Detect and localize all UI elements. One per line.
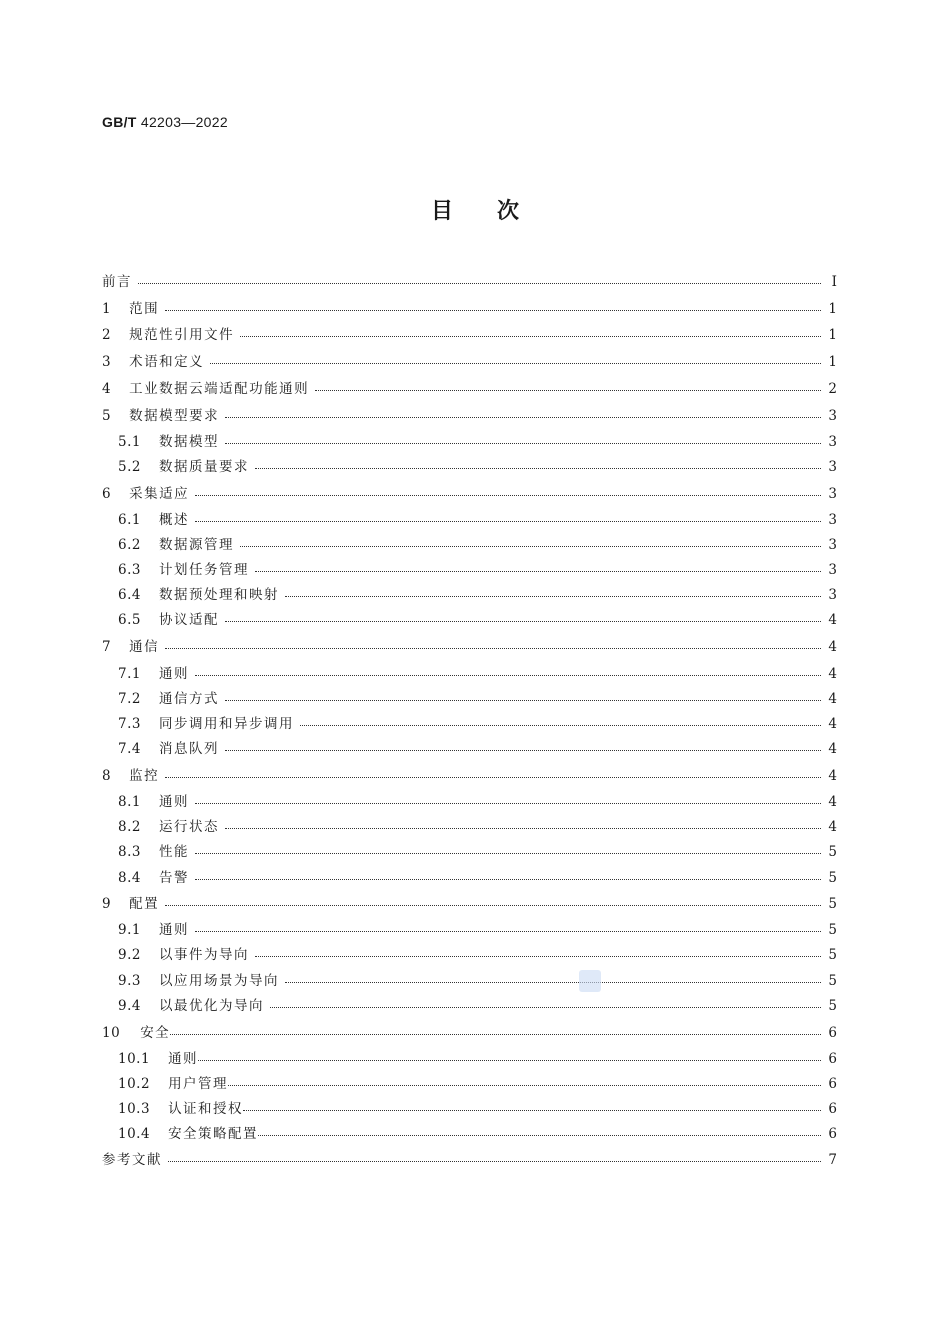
toc-entry-label (102, 842, 189, 862)
toc-entry-page: 7 (828, 1152, 837, 1168)
toc-entry-title: 前言 (102, 274, 132, 290)
toc-entry[interactable] (102, 637, 837, 657)
toc-entry-number: 4 (102, 381, 112, 397)
toc-entry-page: 3 (828, 562, 837, 578)
toc-entry-page: 3 (828, 459, 837, 475)
toc-entry-label (102, 510, 189, 530)
toc-entry[interactable] (102, 766, 837, 786)
toc-leader-dots (168, 1150, 821, 1170)
toc-leader-dots (225, 432, 821, 452)
toc-entry-label (102, 1124, 258, 1144)
toc-entry-label (102, 664, 189, 684)
standard-number: 42203—2022 (140, 114, 228, 130)
toc-entry-title: 通则 (158, 794, 189, 810)
toc-entry-label (102, 272, 132, 292)
toc-entry-number: 7.4 (118, 741, 141, 757)
toc-entry-page: 2 (828, 381, 837, 397)
toc-entry-page: 6 (828, 1025, 837, 1041)
toc-entry-number: 7.2 (118, 691, 141, 707)
toc-leader-dots (228, 1074, 821, 1094)
toc-entry-number: 7.3 (118, 716, 141, 732)
toc-entry[interactable] (102, 996, 837, 1016)
toc-entry-label (102, 406, 219, 426)
toc-entry[interactable] (102, 352, 837, 372)
toc-entry-label (102, 299, 159, 319)
toc-entry-number: 1 (102, 301, 112, 317)
toc-leader-dots (210, 352, 821, 372)
toc-entry[interactable] (102, 406, 837, 426)
toc-leader-dots (195, 842, 821, 862)
toc-entry-title: 性能 (158, 844, 189, 860)
toc-entry[interactable] (102, 920, 837, 940)
toc-leader-dots (315, 379, 821, 399)
toc-entry-title: 数据源管理 (158, 537, 234, 553)
toc-entry-number: 6 (102, 486, 112, 502)
toc-entry[interactable] (102, 868, 837, 888)
toc-entry-title: 计划任务管理 (158, 562, 249, 578)
toc-entry[interactable] (102, 1150, 837, 1170)
toc-entry-title: 通则 (158, 666, 189, 682)
toc-leader-dots (255, 560, 821, 580)
toc-leader-dots (300, 714, 821, 734)
toc-entry-page: 3 (828, 587, 837, 603)
toc-leader-dots (198, 1049, 821, 1069)
toc-entry-label (102, 432, 219, 452)
toc-entry[interactable] (102, 842, 837, 862)
toc-leader-dots (258, 1124, 821, 1144)
toc-entry-number: 10.3 (118, 1101, 151, 1117)
toc-entry-label (102, 352, 204, 372)
toc-entry-label (102, 585, 279, 605)
toc-entry-label (102, 920, 189, 940)
toc-leader-dots (285, 585, 821, 605)
toc-entry[interactable] (102, 817, 837, 837)
toc-entry-number: 6.1 (118, 512, 141, 528)
toc-entry-number: 6.4 (118, 587, 141, 603)
toc-entry-label (102, 792, 189, 812)
toc-entry-page: 5 (828, 998, 837, 1014)
toc-entry-page: 5 (828, 973, 837, 989)
toc-entry-label (102, 1023, 170, 1043)
toc-leader-dots (138, 272, 821, 292)
toc-entry-title: 工业数据云端适配功能通则 (129, 381, 310, 397)
toc-entry[interactable] (102, 325, 837, 345)
toc-entry-page: 3 (828, 486, 837, 502)
toc-leader-dots (240, 535, 821, 555)
toc-entry-page: 4 (828, 741, 837, 757)
toc-entry-title: 运行状态 (158, 819, 219, 835)
toc-entry-label (102, 1099, 243, 1119)
toc-entry-title: 安全策略配置 (168, 1126, 259, 1142)
toc-entry-page: 4 (828, 666, 837, 682)
toc-entry-label (102, 868, 189, 888)
toc-leader-dots (165, 299, 821, 319)
toc-entry-label (102, 714, 294, 734)
toc-entry-page: 5 (828, 896, 837, 912)
watermark-logo (579, 970, 601, 992)
toc-entry-title: 规范性引用文件 (129, 327, 235, 343)
toc-entry-title: 通信 (129, 639, 160, 655)
toc-entry-page: 1 (828, 301, 837, 317)
toc-leader-dots (240, 325, 821, 345)
toc-entry-number: 8.3 (118, 844, 141, 860)
standard-code (102, 114, 228, 130)
toc-entry-title: 配置 (129, 896, 160, 912)
toc-entry-title: 数据模型 (158, 434, 219, 450)
toc-entry-page: 4 (828, 639, 837, 655)
toc-entry-number: 10.4 (118, 1126, 151, 1142)
standard-prefix: GB/T (102, 114, 137, 130)
toc-entry-label (102, 1049, 198, 1069)
toc-entry-title: 采集适应 (129, 486, 190, 502)
page-title: 目次 (430, 199, 563, 224)
toc-entry-number: 10 (102, 1025, 121, 1041)
toc-entry[interactable] (102, 689, 837, 709)
toc-leader-dots (225, 406, 821, 426)
toc-entry-title: 数据预处理和映射 (158, 587, 279, 603)
toc-entry-title: 认证和授权 (168, 1101, 244, 1117)
toc-entry[interactable] (102, 510, 837, 530)
toc-entry-label (102, 894, 159, 914)
toc-entry-number: 10.2 (118, 1076, 151, 1092)
toc-entry-title: 以最优化为导向 (158, 998, 264, 1014)
toc-entry[interactable] (102, 664, 837, 684)
toc-entry-number: 8.1 (118, 794, 141, 810)
toc-entry-label (102, 560, 249, 580)
toc-entry-title: 参考文献 (102, 1152, 162, 1168)
toc-entry-title: 协议适配 (158, 612, 219, 628)
toc-entry-title: 用户管理 (168, 1076, 229, 1092)
toc-entry-label (102, 945, 249, 965)
toc-entry-page: 4 (828, 612, 837, 628)
toc-entry-title: 安全 (140, 1025, 171, 1041)
toc-entry-page: 6 (828, 1126, 837, 1142)
toc-entry-page: 6 (828, 1076, 837, 1092)
toc-entry-number: 8.2 (118, 819, 141, 835)
toc-entry-number: 3 (102, 354, 112, 370)
toc-leader-dots (165, 894, 821, 914)
toc-entry-label (102, 817, 219, 837)
toc-entry-number: 8 (102, 768, 112, 784)
toc-entry-number: 6.5 (118, 612, 141, 628)
toc-entry-number: 10.1 (118, 1051, 151, 1067)
toc-entry-number: 8.4 (118, 870, 141, 886)
toc-entry-label (102, 535, 234, 555)
toc-entry-page: 4 (828, 794, 837, 810)
toc-entry-label (102, 325, 234, 345)
toc-entry-label (102, 1150, 162, 1170)
toc-leader-dots (255, 945, 821, 965)
toc-entry-label (102, 766, 159, 786)
toc-leader-dots (165, 637, 821, 657)
toc-entry-page: 4 (828, 768, 837, 784)
toc-entry-title: 同步调用和异步调用 (158, 716, 294, 732)
toc-entry-number: 7 (102, 639, 112, 655)
toc-entry-label (102, 739, 219, 759)
toc-entry-number: 5.2 (118, 459, 141, 475)
toc-entry-page: 3 (828, 512, 837, 528)
toc-entry[interactable] (102, 1124, 837, 1144)
toc-entry-number: 9.2 (118, 947, 141, 963)
toc-entry[interactable] (102, 894, 837, 914)
toc-entry-page: 3 (828, 408, 837, 424)
toc-entry-title: 通则 (158, 922, 189, 938)
toc-leader-dots (165, 766, 821, 786)
toc-entry-title: 告警 (158, 870, 189, 886)
toc-entry[interactable] (102, 560, 837, 580)
toc-leader-dots (225, 739, 821, 759)
toc-entry-number: 9.3 (118, 973, 141, 989)
toc-entry[interactable] (102, 971, 837, 991)
toc-leader-dots (195, 484, 821, 504)
toc-entry-number: 5.1 (118, 434, 141, 450)
toc-entry-page: 5 (828, 947, 837, 963)
toc-entry-title: 数据模型要求 (129, 408, 220, 424)
toc-entry[interactable] (102, 610, 837, 630)
toc-entry[interactable] (102, 1099, 837, 1119)
toc-entry-title: 以事件为导向 (158, 947, 249, 963)
toc-entry-title: 术语和定义 (129, 354, 205, 370)
toc-entry-page: 6 (828, 1051, 837, 1067)
toc-entry-page: 1 (828, 354, 837, 370)
toc-leader-dots (225, 689, 821, 709)
toc-entry-title: 监控 (129, 768, 160, 784)
toc-entry-label (102, 689, 219, 709)
toc-entry-number: 9 (102, 896, 112, 912)
toc-entry-label (102, 610, 219, 630)
toc-entry[interactable] (102, 945, 837, 965)
toc-entry-title: 数据质量要求 (158, 459, 249, 475)
toc-entry-title: 通则 (168, 1051, 199, 1067)
toc-leader-dots (195, 510, 821, 530)
toc-entry-label (102, 379, 309, 399)
toc-leader-dots (270, 996, 821, 1016)
toc-entry-page: 1 (828, 327, 837, 343)
toc-entry-label (102, 1074, 228, 1094)
toc-entry[interactable] (102, 792, 837, 812)
toc-entry-page: 4 (828, 691, 837, 707)
toc-leader-dots (243, 1099, 821, 1119)
toc-entry-number: 6.3 (118, 562, 141, 578)
toc-entry-page: 5 (828, 922, 837, 938)
toc-entry-label (102, 484, 189, 504)
toc-leader-dots (195, 868, 821, 888)
toc-entry[interactable] (102, 299, 837, 319)
toc-leader-dots (195, 664, 821, 684)
toc-leader-dots (255, 457, 821, 477)
toc-entry-page: 6 (828, 1101, 837, 1117)
toc-entry[interactable] (102, 379, 837, 399)
toc-entry-page: 5 (828, 844, 837, 860)
toc-entry-label (102, 996, 264, 1016)
toc-entry[interactable] (102, 585, 837, 605)
toc-entry-number: 2 (102, 327, 112, 343)
toc-entry[interactable] (102, 457, 837, 477)
toc-leader-dots (225, 817, 821, 837)
toc-entry-label (102, 457, 249, 477)
toc-entry-page: 3 (828, 537, 837, 553)
toc-entry-number: 5 (102, 408, 112, 424)
toc-entry-title: 范围 (129, 301, 160, 317)
toc-entry[interactable] (102, 1074, 837, 1094)
toc-entry-label (102, 637, 159, 657)
toc-entry[interactable] (102, 484, 837, 504)
toc-entry-page: 4 (828, 716, 837, 732)
toc-entry-page: 3 (828, 434, 837, 450)
toc-entry-title: 概述 (158, 512, 189, 528)
toc-entry-label (102, 971, 279, 991)
toc-entry[interactable] (102, 739, 837, 759)
toc-entry[interactable] (102, 1023, 837, 1043)
toc-entry-number: 9.1 (118, 922, 141, 938)
toc-entry-page: 5 (828, 870, 837, 886)
toc-entry[interactable] (102, 535, 837, 555)
toc-leader-dots (195, 920, 821, 940)
toc-leader-dots (225, 610, 821, 630)
toc-leader-dots (285, 971, 821, 991)
toc-leader-dots (170, 1023, 821, 1043)
toc-entry[interactable] (102, 714, 837, 734)
toc-entry-title: 以应用场景为导向 (158, 973, 279, 989)
toc-entry-number: 7.1 (118, 666, 141, 682)
toc-entry-page: Ⅰ (831, 274, 837, 290)
toc-entry-title: 消息队列 (158, 741, 219, 757)
toc-entry[interactable] (102, 272, 837, 292)
toc-entry-number: 6.2 (118, 537, 141, 553)
toc-entry-page: 4 (828, 819, 837, 835)
toc-entry[interactable] (102, 432, 837, 452)
toc-entry[interactable] (102, 1049, 837, 1069)
toc-leader-dots (195, 792, 821, 812)
toc-entry-title: 通信方式 (158, 691, 219, 707)
toc-entry-number: 9.4 (118, 998, 141, 1014)
